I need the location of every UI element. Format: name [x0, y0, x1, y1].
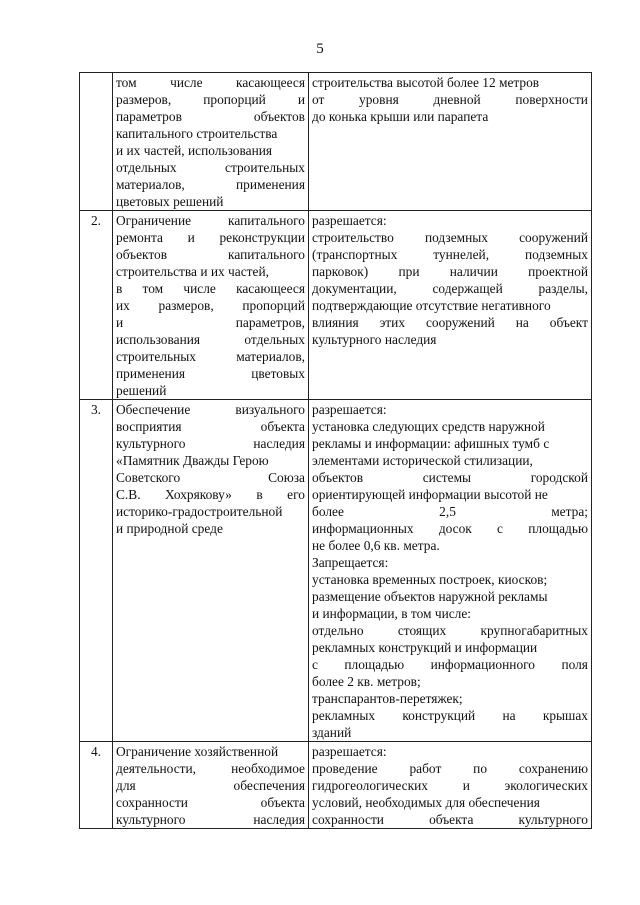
word: парковок) [312, 264, 369, 279]
word: туннелей, [433, 247, 490, 262]
text-line [116, 159, 305, 176]
text-line [312, 486, 588, 503]
requirement-cell [309, 73, 592, 211]
word: разрешается: [312, 744, 387, 759]
word: этих [379, 315, 406, 330]
text-line [312, 314, 588, 331]
word: наследия [253, 436, 305, 451]
text-line [116, 469, 305, 486]
word: Ограничение хозяйственной [116, 744, 279, 759]
word: применения [116, 366, 186, 381]
word: в [256, 487, 263, 502]
word: Запрещается: [312, 555, 389, 570]
word: Хохрякову» [165, 487, 232, 502]
text-line [312, 811, 588, 828]
word: системы [422, 470, 472, 485]
text-line [116, 74, 305, 91]
word: отдельно [312, 623, 364, 638]
text-line [312, 280, 588, 297]
text-line [116, 176, 305, 193]
row-number: 3. [80, 400, 113, 742]
word: наличии [449, 264, 498, 279]
word: более [312, 504, 344, 519]
word: объектов [253, 109, 305, 124]
text-line [116, 382, 305, 399]
text-line [312, 605, 588, 622]
text-line [116, 297, 305, 314]
word: сохранности [312, 812, 384, 827]
text-line [312, 707, 588, 724]
text-line [312, 418, 588, 435]
word: отдельных [116, 160, 177, 175]
word: «Памятник Дважды Герою [116, 453, 269, 468]
text-line [312, 760, 588, 777]
word: пропорций [203, 92, 266, 107]
text-line [312, 452, 588, 469]
word: досок [438, 521, 472, 536]
word: уровня [359, 92, 399, 107]
word: с [497, 521, 503, 536]
word: площадью [528, 521, 588, 536]
word: решений [116, 383, 167, 398]
word: цветовых [251, 366, 305, 381]
word: установка временных построек, киосков; [312, 572, 548, 587]
text-line [116, 794, 305, 811]
word: числе [170, 75, 203, 90]
word: объект [549, 315, 588, 330]
row-number: 2. [80, 211, 113, 400]
text-line [312, 690, 588, 707]
word: капитального строительства [116, 126, 278, 141]
restriction-cell [113, 400, 309, 742]
word: сохранению [518, 761, 588, 776]
word: не более 0,6 кв. метра. [312, 538, 440, 553]
word: информационного [430, 657, 535, 672]
word: сохранности [116, 795, 188, 810]
word: том [142, 281, 164, 296]
text-line [116, 108, 305, 125]
word: применения [235, 177, 305, 192]
restriction-cell [113, 211, 309, 400]
word: влияния [312, 315, 359, 330]
text-line [312, 503, 588, 520]
text-line [312, 794, 588, 811]
word: более 2 кв. метров; [312, 674, 421, 689]
word: на [515, 315, 529, 330]
word: строительных [225, 160, 305, 175]
table-row [80, 742, 592, 829]
word: размеров, [158, 298, 214, 313]
word: документации, [312, 281, 397, 296]
word: экологических [504, 778, 588, 793]
word: объектов [312, 470, 364, 485]
word: культурного [116, 812, 186, 827]
word: объектов [116, 247, 168, 262]
word: необходимое [231, 761, 305, 776]
word: подземных [524, 247, 588, 262]
word: касающееся [236, 281, 305, 296]
word: историко-градостроительной [116, 504, 283, 519]
word: объекта [260, 795, 305, 810]
word: метра; [551, 504, 588, 519]
row-number: 4. [80, 742, 113, 829]
word: параметров, [235, 315, 305, 330]
text-line [116, 229, 305, 246]
word: Союза [268, 470, 305, 485]
word: и [187, 230, 195, 245]
word: крупногабаритных [480, 623, 588, 638]
text-line [116, 486, 305, 503]
word: подземных [424, 230, 488, 245]
word: ориентирующей информации высотой не [312, 487, 548, 502]
word: пропорций [242, 298, 305, 313]
word: рекламных [312, 708, 376, 723]
text-line [312, 212, 588, 229]
word: сооружений [519, 230, 588, 245]
text-line [312, 246, 588, 263]
word: Ограничение [116, 213, 192, 228]
word: по [473, 761, 488, 776]
word: работ [409, 761, 442, 776]
word: в [116, 281, 123, 296]
text-line [116, 401, 305, 418]
word: отдельных [244, 332, 305, 347]
text-line [312, 639, 588, 656]
text-line [116, 520, 305, 537]
text-line [312, 743, 588, 760]
word: касающееся [236, 75, 305, 90]
table-row [80, 73, 592, 211]
word: поля [561, 657, 588, 672]
text-line [312, 229, 588, 246]
word: том [116, 75, 137, 90]
text-line [116, 91, 305, 108]
word: зданий [312, 725, 352, 740]
requirement-cell [309, 211, 592, 400]
text-line [312, 74, 588, 91]
text-line [312, 777, 588, 794]
requirement-cell [309, 742, 592, 829]
regulations-table [79, 72, 592, 829]
text-line [116, 212, 305, 229]
text-line [312, 656, 588, 673]
text-line [312, 571, 588, 588]
word: строительных [116, 349, 196, 364]
word: восприятия [116, 419, 182, 434]
requirement-cell [309, 400, 592, 742]
text-line [116, 503, 305, 520]
word: городской [530, 470, 588, 485]
word: при [398, 264, 420, 279]
word: их [116, 298, 130, 313]
word: сооружений [425, 315, 495, 330]
table-row [80, 400, 592, 742]
word: площадью [344, 657, 405, 672]
row-number [80, 73, 113, 211]
word: подтверждающие отсутствие негативного [312, 298, 551, 313]
text-line [312, 588, 588, 605]
word: С.В. [116, 487, 141, 502]
word: поверхности [515, 92, 588, 107]
word: для [116, 778, 136, 793]
word: и информации, в том числе: [312, 606, 472, 621]
text-line [312, 435, 588, 452]
word: капитального [228, 213, 305, 228]
word: конструкций [402, 708, 476, 723]
word: разделы, [538, 281, 588, 296]
word: визуального [235, 402, 305, 417]
word: разрешается: [312, 213, 387, 228]
text-line [116, 314, 305, 331]
restriction-cell [113, 73, 309, 211]
text-line [312, 724, 588, 741]
word: строительства и их частей, [116, 264, 269, 279]
word: и [116, 315, 124, 330]
word: строительства высотой более 12 метров [312, 75, 540, 90]
text-line [312, 108, 588, 125]
word: дневной [433, 92, 481, 107]
word: и природной среде [116, 521, 223, 536]
text-line [116, 263, 305, 280]
text-line [312, 537, 588, 554]
text-line [116, 811, 305, 828]
word: стоящих [397, 623, 447, 638]
text-line [116, 435, 305, 452]
text-line [312, 622, 588, 639]
page-number: 5 [316, 41, 324, 57]
text-line [312, 520, 588, 537]
text-line [116, 142, 305, 159]
word: реконструкции [219, 230, 305, 245]
word: (транспортных [312, 247, 398, 262]
word: на [502, 708, 516, 723]
text-line [312, 263, 588, 280]
word: деятельности, [116, 761, 197, 776]
text-line [116, 246, 305, 263]
text-line [116, 743, 305, 760]
word: капитального [228, 247, 305, 262]
word: установка следующих средств наружной [312, 419, 545, 434]
restriction-cell [113, 742, 309, 829]
text-line [116, 348, 305, 365]
word: цветовых решений [116, 194, 224, 209]
text-line [312, 331, 588, 348]
word: культурного наследия [312, 332, 437, 347]
text-line [312, 91, 588, 108]
text-line [312, 554, 588, 571]
word: крышах [542, 708, 588, 723]
word: его [287, 487, 305, 502]
word: использования [116, 332, 201, 347]
word: материалов, [236, 349, 305, 364]
word: рекламных конструкций и информации [312, 640, 538, 655]
text-line [116, 365, 305, 382]
text-line [116, 280, 305, 297]
word: ремонта [116, 230, 163, 245]
word: проведение [312, 761, 378, 776]
text-line [312, 401, 588, 418]
word: и [297, 92, 305, 107]
word: от [312, 92, 325, 107]
text-line [312, 673, 588, 690]
text-line [312, 469, 588, 486]
text-line [116, 760, 305, 777]
word: информационных [312, 521, 414, 536]
word: числе [183, 281, 216, 296]
word: элементами исторической стилизации, [312, 453, 533, 468]
text-line [116, 777, 305, 794]
word: проектной [528, 264, 588, 279]
text-line [116, 193, 305, 210]
word: размещение объектов наружной рекламы [312, 589, 548, 604]
word: разрешается: [312, 402, 387, 417]
word: и [462, 778, 470, 793]
word: параметров [116, 109, 182, 124]
word: наследия [253, 812, 305, 827]
text-line [116, 125, 305, 142]
text-line [116, 452, 305, 469]
word: культурного [116, 436, 186, 451]
word: объекта [429, 812, 474, 827]
word: содержащей [432, 281, 503, 296]
text-line [116, 418, 305, 435]
table-row [80, 211, 592, 400]
word: условий, необходимых для обеспечения [312, 795, 540, 810]
word: до конька крыши или парапета [312, 109, 489, 124]
word: культурного [518, 812, 588, 827]
word: 2,5 [439, 504, 456, 519]
text-line [312, 297, 588, 314]
text-line [116, 331, 305, 348]
word: с [312, 657, 318, 672]
word: и их частей, использования [116, 143, 273, 158]
word: рекламы и информации: афишных тумб с [312, 436, 550, 451]
word: Советского [116, 470, 181, 485]
word: гидрогеологических [312, 778, 428, 793]
word: размеров, [116, 92, 172, 107]
word: Обеспечение [116, 402, 191, 417]
word: обеспечения [233, 778, 305, 793]
word: объекта [260, 419, 305, 434]
word: строительство [312, 230, 394, 245]
word: материалов, [116, 177, 185, 192]
word: транспарантов-перетяжек; [312, 691, 463, 706]
